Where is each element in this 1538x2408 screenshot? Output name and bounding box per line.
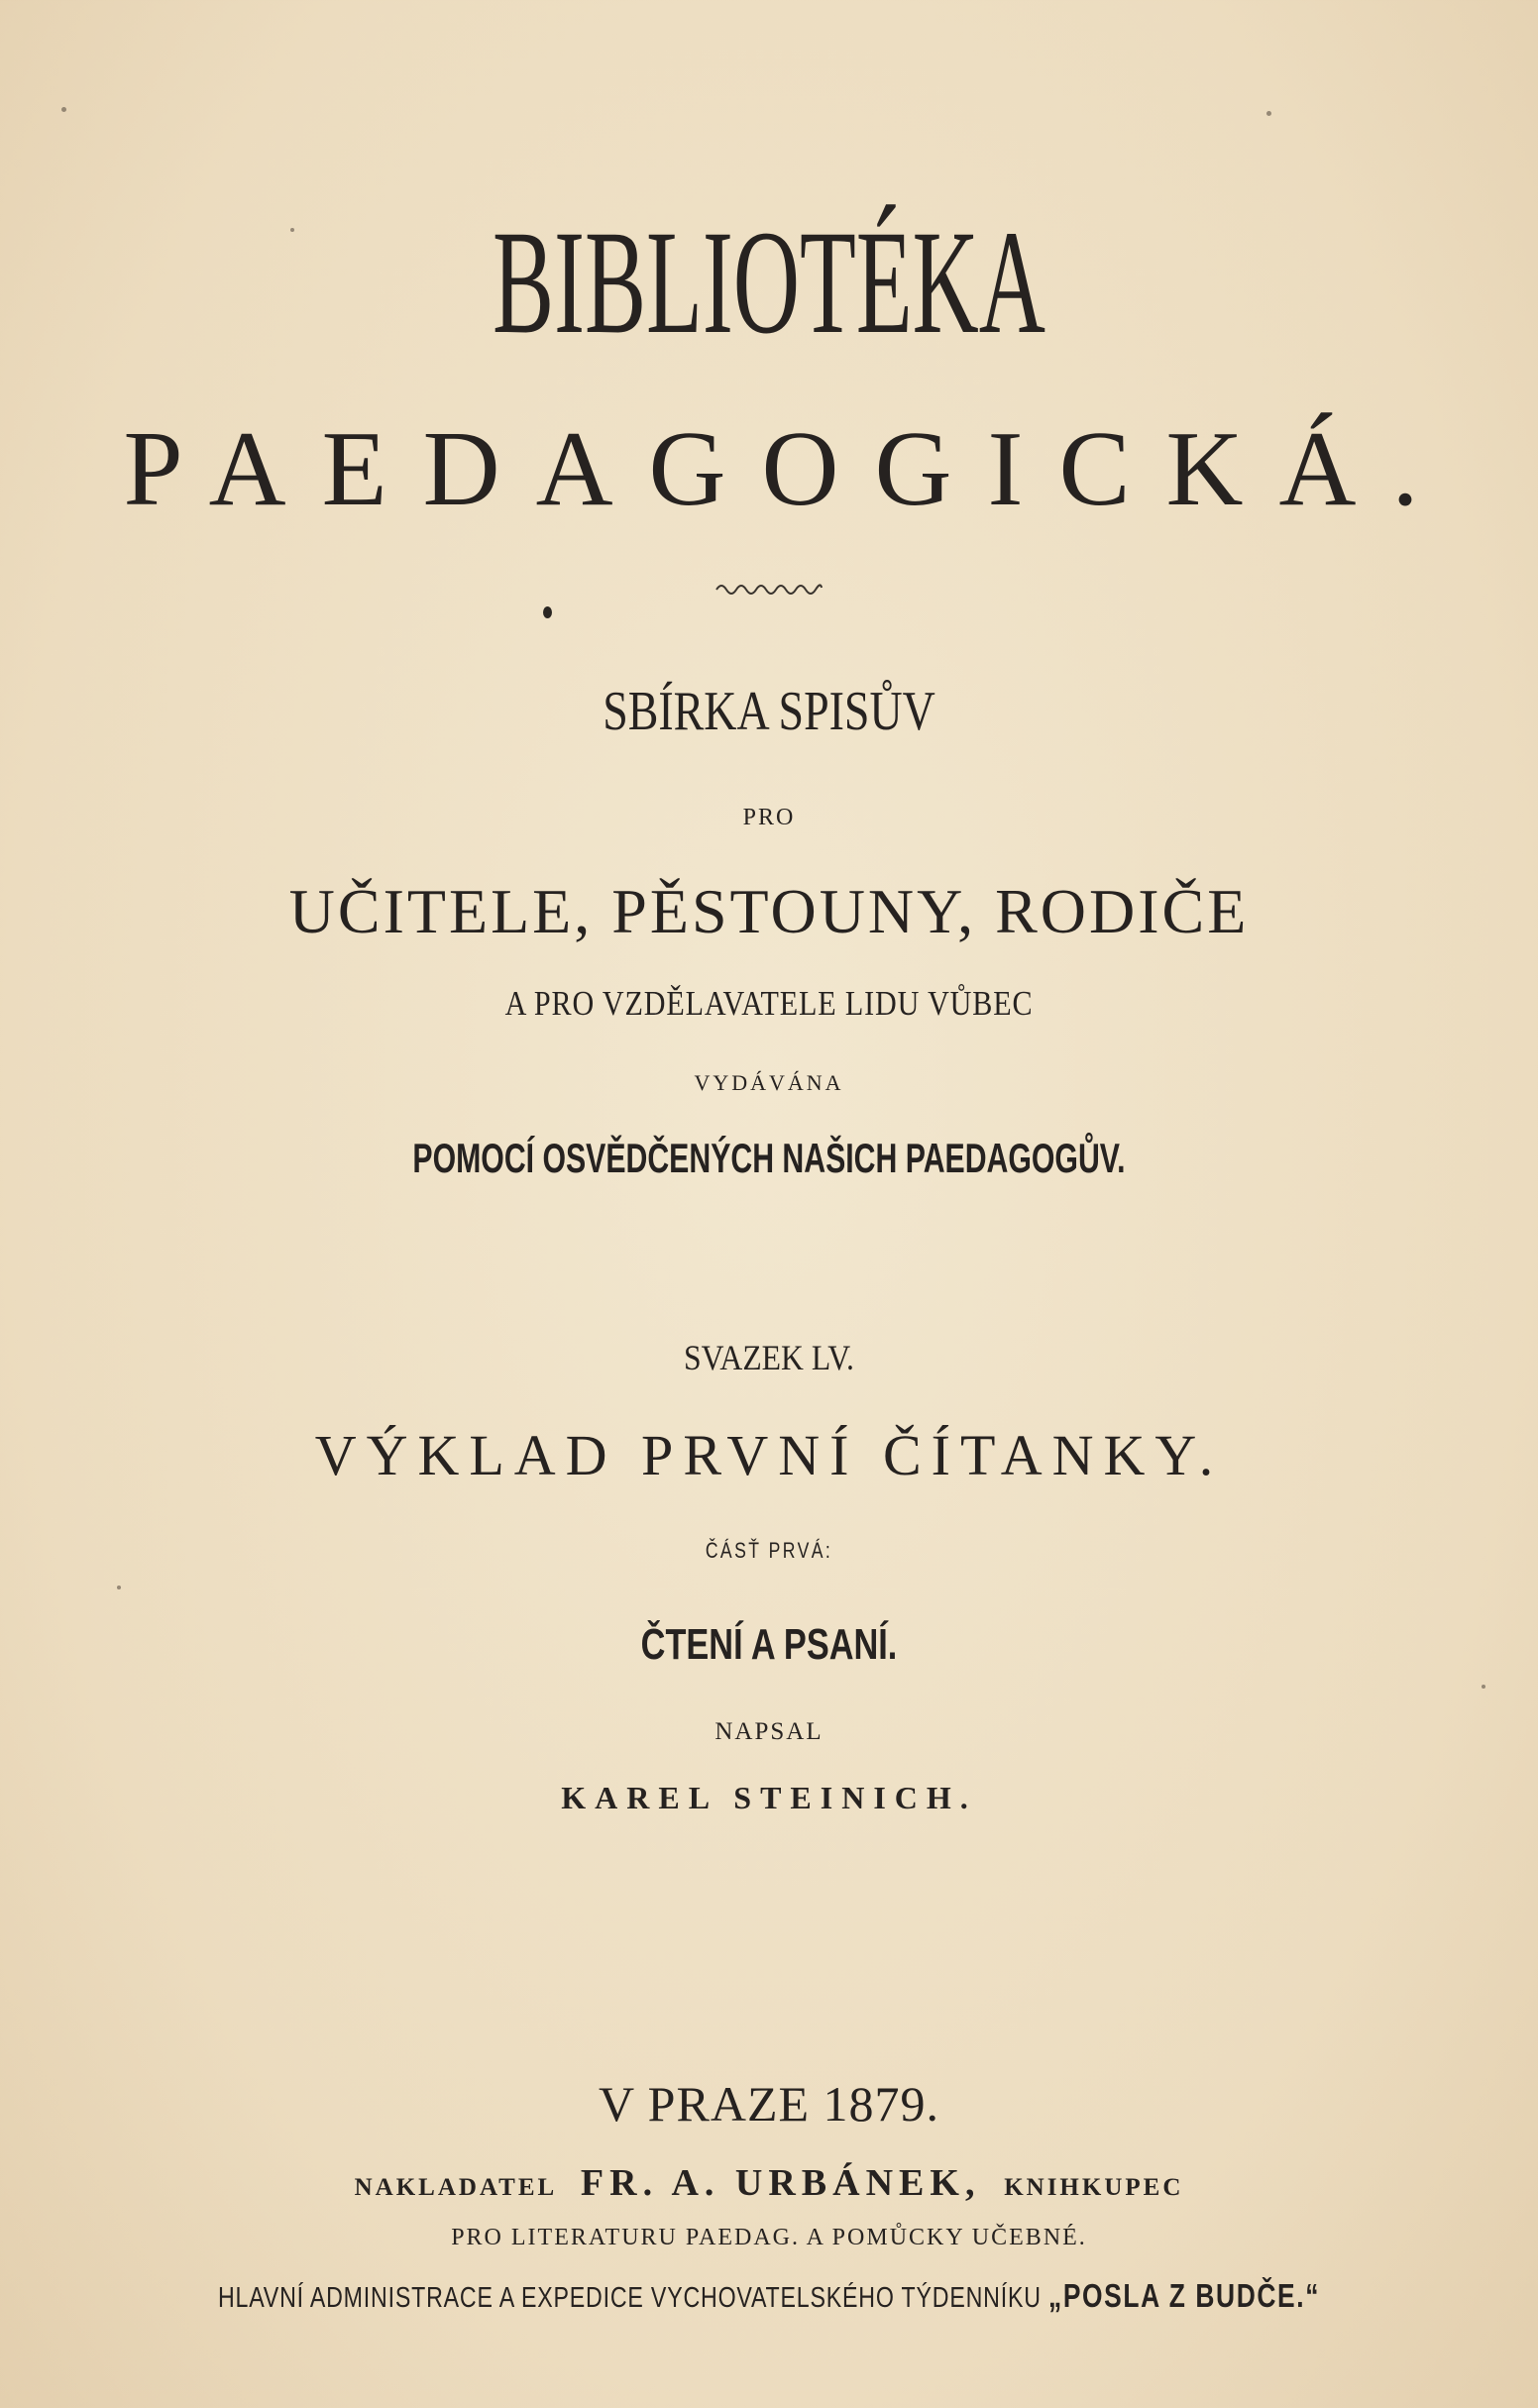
wavy-ornament xyxy=(0,580,1538,600)
paper-speck xyxy=(290,228,294,232)
audience-heading: UČITELE, PĚSTOUNY, RODIČE xyxy=(288,876,1250,946)
literature-line: PRO LITERATURU PAEDAG. A POMŮCKY UČEBNÉ. xyxy=(451,2225,1087,2250)
place-year: V PRAZE 1879. xyxy=(598,2076,940,2132)
publisher-prefix: NAKLADATEL xyxy=(354,2174,558,2201)
part-label: ČÁSŤ PRVÁ: xyxy=(705,1538,833,1563)
paper-speck xyxy=(1266,111,1271,116)
published-label: VYDÁVÁNA xyxy=(694,1070,844,1095)
pro-label: PRO xyxy=(742,805,796,830)
volume-number: SVAZEK LV. xyxy=(684,1338,854,1377)
publisher-line xyxy=(0,2164,1538,2202)
series-title: BIBLIOTÉKA xyxy=(493,200,1045,365)
part-title: ČTENÍ A PSANÍ. xyxy=(640,1620,898,1669)
publisher-name: FR. A. URBÁNEK, xyxy=(580,2162,981,2204)
audience-extra: A PRO VZDĚLAVATELE LIDU VŮBEC xyxy=(504,984,1034,1023)
paper-speck xyxy=(1482,1685,1485,1689)
editors-line: POMOCÍ OSVĚDČENÝCH NAŠICH PAEDAGOGŮV. xyxy=(412,1135,1126,1181)
collection-heading: SBÍRKA SPISŮV xyxy=(603,681,935,742)
series-subtitle: PAEDAGOGICKÁ. xyxy=(123,410,1455,528)
author-name: KAREL STEINICH. xyxy=(561,1780,977,1815)
work-title: VÝKLAD PRVNÍ ČÍTANKY. xyxy=(314,1423,1224,1487)
paper-speck xyxy=(117,1586,121,1589)
author-label: NAPSAL xyxy=(714,1718,824,1745)
paper-speck xyxy=(61,107,66,112)
publisher-suffix: KNIHKUPEC xyxy=(1004,2174,1184,2201)
administration-text: HLAVNÍ ADMINISTRACE A EXPEDICE VYCHOVATELSKÉHO TÝDENNÍKU xyxy=(217,2282,1042,2314)
periodical-name: „POSLA Z BUDČE.“ xyxy=(1048,2277,1321,2314)
administration-line xyxy=(154,2279,1384,2313)
ink-dot xyxy=(543,606,552,618)
